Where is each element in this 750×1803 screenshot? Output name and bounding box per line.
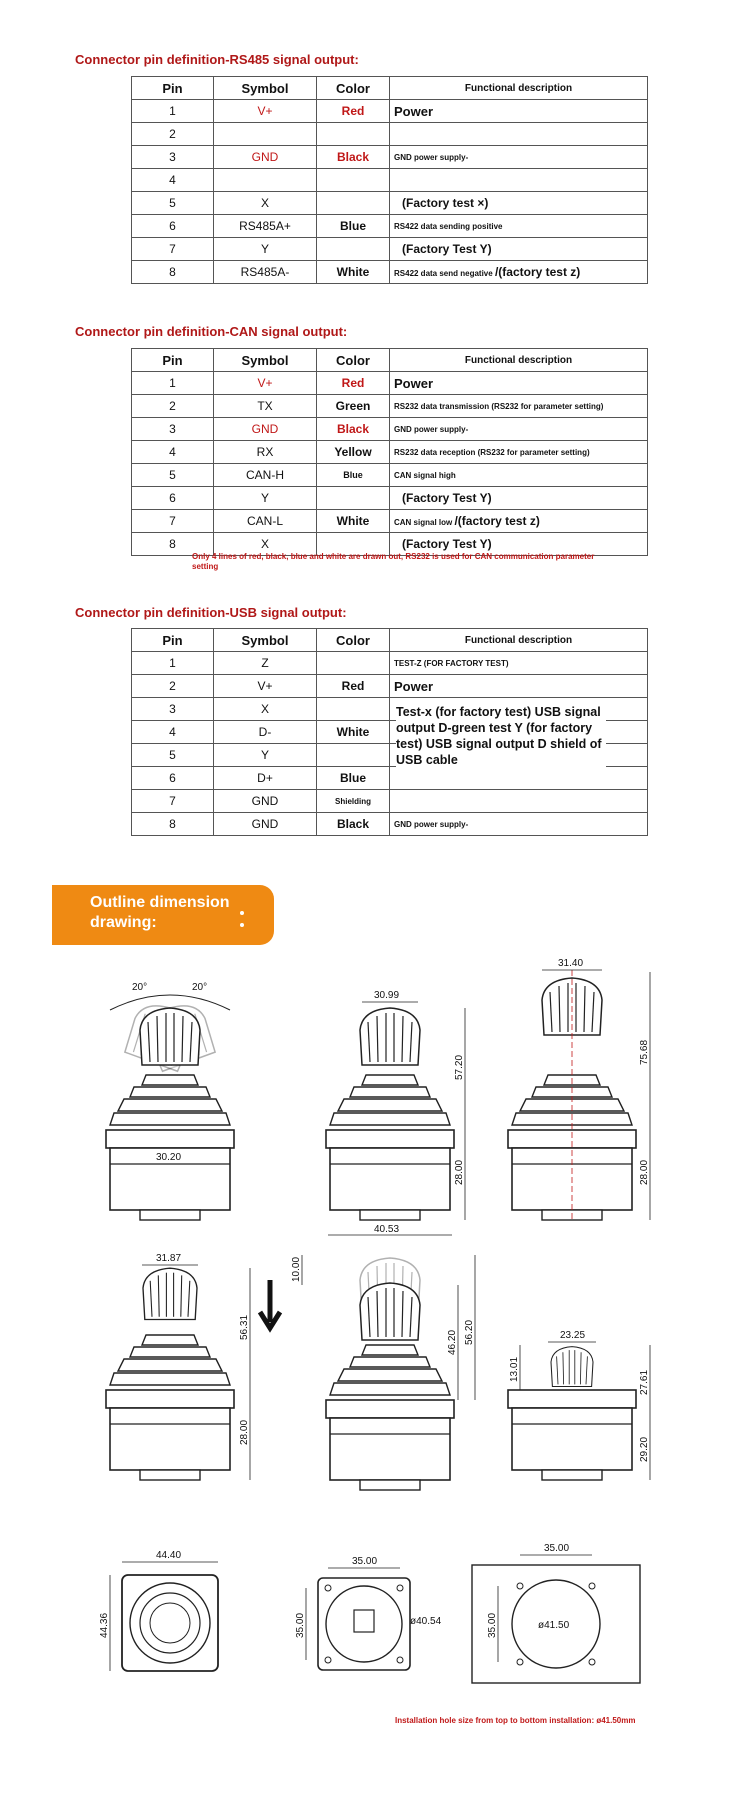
desc-cell: GND power supply- <box>390 813 648 836</box>
symbol-cell: GND <box>214 790 317 813</box>
table-row <box>132 510 648 533</box>
pin-cell: 2 <box>132 675 214 698</box>
pin-cell: 6 <box>132 767 214 790</box>
table-header-row <box>132 349 648 372</box>
desc-text: RS422 data send negative <box>394 269 493 278</box>
table-row <box>132 261 648 284</box>
pin-cell: 6 <box>132 215 214 238</box>
pin-cell: 2 <box>132 123 214 146</box>
dim-low-upper: 27.61 <box>639 1369 650 1395</box>
table-row <box>132 813 648 836</box>
color-cell: Black <box>317 418 390 441</box>
color-cell: White <box>317 510 390 533</box>
pin-cell: 4 <box>132 721 214 744</box>
table-row <box>132 146 648 169</box>
color-cell: Blue <box>317 464 390 487</box>
symbol-cell: V+ <box>214 372 317 395</box>
desc-cell <box>390 169 648 192</box>
color-cell <box>317 238 390 261</box>
usb-title: Connector pin definition-USB signal output: <box>75 605 347 620</box>
table-row <box>132 395 648 418</box>
symbol-cell: Z <box>214 652 317 675</box>
table-row <box>132 192 648 215</box>
desc-cell <box>390 261 648 284</box>
dim-base-width: 40.53 <box>374 1224 400 1235</box>
symbol-cell: TX <box>214 395 317 418</box>
dim-top-body-height: 44.36 <box>99 1612 110 1638</box>
pin-cell: 5 <box>132 192 214 215</box>
desc-cell <box>390 767 648 790</box>
pin-cell: 1 <box>132 100 214 123</box>
dim-cutout-width: 35.00 <box>544 1543 570 1554</box>
pin-cell: 7 <box>132 510 214 533</box>
color-cell: Black <box>317 146 390 169</box>
top-view-flange <box>295 1556 442 1670</box>
dim-flange-width: 35.00 <box>352 1556 378 1567</box>
desc-cell: Power <box>390 675 648 698</box>
outline-banner <box>52 885 274 945</box>
can-table <box>131 348 648 556</box>
desc-cell <box>390 790 648 813</box>
pin-header: Pin <box>132 629 214 652</box>
color-cell: Blue <box>317 767 390 790</box>
pin-header: Pin <box>132 77 214 100</box>
symbol-cell: Y <box>214 238 317 261</box>
side-view-press <box>260 1255 475 1490</box>
dim-height-b: 56.31 <box>239 1314 250 1340</box>
symbol-cell: RS485A- <box>214 261 317 284</box>
desc-cell: GND power supply- <box>390 146 648 169</box>
banner-dot <box>240 911 244 915</box>
dim-base-height: 28.00 <box>454 1159 465 1185</box>
can-title: Connector pin definition-CAN signal output: <box>75 324 348 339</box>
symbol-cell: D+ <box>214 767 317 790</box>
dim-knob-width-b: 31.87 <box>156 1253 182 1264</box>
color-cell: White <box>317 261 390 284</box>
pin-cell: 3 <box>132 418 214 441</box>
dim-top-width: 31.40 <box>558 958 584 969</box>
symbol-cell <box>214 169 317 192</box>
desc-extra: /(factory test z) <box>494 265 581 279</box>
pin-cell: 3 <box>132 698 214 721</box>
pin-cell: 8 <box>132 813 214 836</box>
pin-cell: 6 <box>132 487 214 510</box>
side-view-dims <box>326 990 465 1235</box>
color-header: Color <box>317 629 390 652</box>
color-cell <box>317 169 390 192</box>
table-row <box>132 487 648 510</box>
symbol-header: Symbol <box>214 77 317 100</box>
banner-title <box>90 893 230 933</box>
symbol-cell <box>214 123 317 146</box>
dim-flange-height: 35.00 <box>295 1612 306 1638</box>
table-row <box>132 100 648 123</box>
color-cell: Red <box>317 100 390 123</box>
symbol-cell: CAN-H <box>214 464 317 487</box>
dim-angle-left: 20° <box>132 982 148 993</box>
symbol-cell: CAN-L <box>214 510 317 533</box>
pin-cell: 7 <box>132 790 214 813</box>
table-row <box>132 418 648 441</box>
top-view-cutout <box>472 1543 640 1683</box>
desc-text: CAN signal low <box>394 518 453 527</box>
symbol-header: Symbol <box>214 629 317 652</box>
pin-cell: 4 <box>132 169 214 192</box>
table-row <box>132 441 648 464</box>
table-row <box>132 675 648 698</box>
dim-low-base: 29.20 <box>639 1436 650 1462</box>
pin-cell: 3 <box>132 146 214 169</box>
table-row <box>132 169 648 192</box>
table-row <box>132 123 648 146</box>
desc-cell <box>390 123 648 146</box>
banner-dot <box>240 923 244 927</box>
pin-cell: 1 <box>132 652 214 675</box>
dim-free-height: 56.20 <box>464 1319 475 1345</box>
color-cell: Green <box>317 395 390 418</box>
color-cell: Red <box>317 675 390 698</box>
symbol-cell: V+ <box>214 100 317 123</box>
dim-width-base: 30.20 <box>156 1152 182 1163</box>
symbol-cell: GND <box>214 418 317 441</box>
desc-header: Functional description <box>390 629 648 652</box>
desc-cell: RS422 data sending positive <box>390 215 648 238</box>
color-cell: Yellow <box>317 441 390 464</box>
table-row <box>132 464 648 487</box>
dim-pressed-height: 46.20 <box>447 1329 458 1355</box>
symbol-cell: Y <box>214 744 317 767</box>
desc-cell: Power <box>390 372 648 395</box>
symbol-header: Symbol <box>214 349 317 372</box>
color-cell <box>317 487 390 510</box>
pin-cell: 1 <box>132 372 214 395</box>
desc-header: Functional description <box>390 77 648 100</box>
rs485-title: Connector pin definition-RS485 signal output: <box>75 52 359 67</box>
color-cell: Shielding <box>317 790 390 813</box>
table-row <box>132 790 648 813</box>
outline-drawing <box>70 950 710 1750</box>
symbol-cell: X <box>214 698 317 721</box>
side-view-tilt <box>106 982 234 1220</box>
desc-cell: (Factory Test Y) <box>390 238 648 261</box>
desc-extra: /(factory test z) <box>454 514 540 528</box>
desc-cell: RS232 data reception (RS232 for parameter setting) <box>390 441 648 464</box>
color-cell: Red <box>317 372 390 395</box>
pin-cell: 2 <box>132 395 214 418</box>
table-row <box>132 215 648 238</box>
dim-cutout-height: 35.00 <box>487 1612 498 1638</box>
table-header-row <box>132 629 648 652</box>
side-view-low <box>508 1330 650 1480</box>
symbol-cell: X <box>214 533 317 556</box>
table-header-row <box>132 77 648 100</box>
dim-top-body-width: 44.40 <box>156 1550 182 1561</box>
rs485-table <box>131 76 648 284</box>
symbol-cell: RS485A+ <box>214 215 317 238</box>
pin-cell: 5 <box>132 464 214 487</box>
dim-low-knob-width: 23.25 <box>560 1330 586 1341</box>
dim-upper-height: 57.20 <box>454 1054 465 1080</box>
color-header: Color <box>317 77 390 100</box>
desc-cell: (Factory Test Y) <box>390 487 648 510</box>
color-cell <box>317 192 390 215</box>
side-view-row2-left <box>106 1253 250 1480</box>
color-cell: White <box>317 721 390 744</box>
color-header: Color <box>317 349 390 372</box>
desc-cell: TEST-Z (FOR FACTORY TEST) <box>390 652 648 675</box>
symbol-cell: V+ <box>214 675 317 698</box>
top-view-body <box>99 1550 218 1671</box>
dim-low-knob-height: 13.01 <box>509 1356 520 1382</box>
symbol-cell: RX <box>214 441 317 464</box>
dim-flange-diameter: ø40.54 <box>410 1616 442 1627</box>
desc-cell: (Factory Test Y) <box>390 533 648 556</box>
banner-line-1: Outline dimension <box>90 894 230 911</box>
pin-cell: 4 <box>132 441 214 464</box>
usb-merged-description: Test-x (for factory test) USB signal output D-green test Y (for factory test) USB signal output D shield of USB cable <box>396 704 606 768</box>
desc-cell: RS232 data transmission (RS232 for parameter setting) <box>390 395 648 418</box>
table-row <box>132 652 648 675</box>
dim-angle-right: 20° <box>192 982 208 993</box>
symbol-cell: D- <box>214 721 317 744</box>
symbol-cell: GND <box>214 813 317 836</box>
color-cell <box>317 744 390 767</box>
dim-press-travel: 10.00 <box>291 1256 302 1282</box>
dim-knob-width: 30.99 <box>374 990 400 1001</box>
desc-cell: (Factory test ×) <box>390 192 648 215</box>
pin-cell: 7 <box>132 238 214 261</box>
color-cell <box>317 123 390 146</box>
pin-cell: 8 <box>132 533 214 556</box>
installation-footnote: Installation hole size from top to bottom installation: ø41.50mm <box>395 1716 636 1725</box>
symbol-cell: X <box>214 192 317 215</box>
pin-cell: 8 <box>132 261 214 284</box>
dim-total-height: 75.68 <box>639 1039 650 1065</box>
banner-line-2: drawing: <box>90 914 157 931</box>
color-cell: Black <box>317 813 390 836</box>
table-row <box>132 372 648 395</box>
color-cell <box>317 652 390 675</box>
symbol-cell: GND <box>214 146 317 169</box>
desc-cell: Power <box>390 100 648 123</box>
desc-cell: CAN signal high <box>390 464 648 487</box>
pin-header: Pin <box>132 349 214 372</box>
dim-cutout-diameter: ø41.50 <box>538 1620 570 1631</box>
symbol-cell: Y <box>214 487 317 510</box>
desc-cell <box>390 510 648 533</box>
color-cell <box>317 698 390 721</box>
desc-header: Functional description <box>390 349 648 372</box>
table-row <box>132 238 648 261</box>
desc-cell: GND power supply- <box>390 418 648 441</box>
table-row <box>132 767 648 790</box>
can-note: Only 4 lines of red, black, blue and white are drawn out, RS232 is used for CAN communication parameter setting <box>192 552 595 571</box>
dim-base-height-b: 28.00 <box>639 1159 650 1185</box>
dim-base-height-c: 28.00 <box>239 1419 250 1445</box>
pin-cell: 5 <box>132 744 214 767</box>
side-view-tall <box>508 958 650 1220</box>
color-cell: Blue <box>317 215 390 238</box>
